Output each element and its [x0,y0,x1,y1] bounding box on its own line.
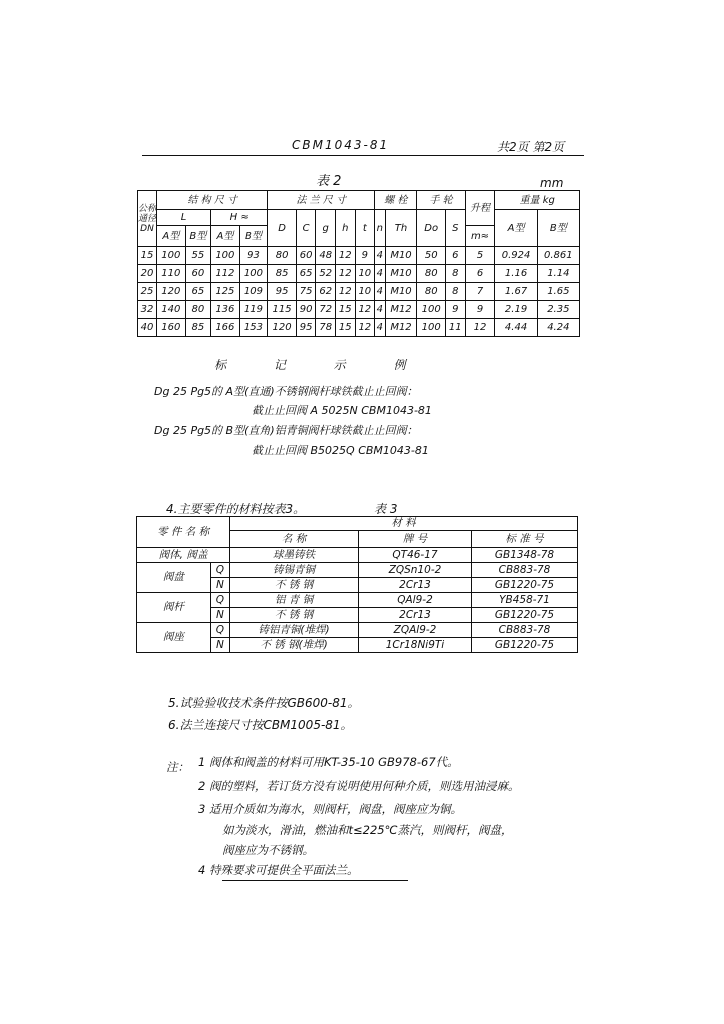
col-g: g [316,210,336,247]
table-cell: 112 [211,265,240,283]
col-L-B: B型 [185,226,210,247]
material-cell: 铸铝青铜(堆焊) [230,623,359,638]
grade-cell: QAl9-2 [359,593,472,608]
table-cell: 160 [157,319,186,337]
note-3-continued: 如为淡水，滑油，燃油和t≤225℃蒸汽，则阀杆，阀盘， [222,823,513,837]
col-H-B: B型 [239,226,268,247]
section-6-text: 6.法兰连接尺寸按CBM1005-81。 [168,718,353,732]
table-cell: 6 [446,247,466,265]
standard-cell: YB458-71 [472,593,578,608]
col-weight-B: B型 [537,210,579,247]
col-th: Th [385,210,417,247]
note-2: 2 阀的塑料，若订货方没有说明使用何种介质，则选用油浸麻。 [198,779,520,793]
weight-header: 重量 kg [495,191,580,210]
col-h: h [335,210,355,247]
table-row [137,593,578,608]
part-cell: 阀座 [137,623,211,653]
table-cell: 1.67 [495,283,537,301]
table-cell: M12 [385,319,417,337]
table-header-row [137,517,578,531]
code-cell: Q [210,623,229,638]
code-cell: N [210,578,229,593]
table-cell: M10 [385,283,417,301]
table-cell: 90 [296,301,316,319]
table-cell: 15 [335,301,355,319]
handwheel-header: 手 轮 [417,191,465,210]
table-cell: 8 [446,265,466,283]
standard-header: 标 准 号 [472,531,578,548]
table-cell: 80 [268,247,297,265]
table-row [137,548,578,563]
col-Do: Do [417,210,446,247]
material-name-header: 名 称 [230,531,359,548]
table-header-row [138,191,580,210]
table-cell: 60 [296,247,316,265]
standard-cell: GB1220-75 [472,638,578,653]
table-cell: 93 [239,247,268,265]
table-cell: 12 [335,247,355,265]
table-cell: 100 [211,247,240,265]
table-row [138,319,580,337]
material-cell: 不 锈 钢(堆焊) [230,638,359,653]
grade-cell: ZQSn10-2 [359,563,472,578]
table-cell: M12 [385,301,417,319]
standard-cell: GB1220-75 [472,578,578,593]
section-5-text: 5.试验验收技术条件按GB600-81。 [168,696,360,710]
table-cell: 50 [417,247,446,265]
table-row [138,283,580,301]
table-row [137,623,578,638]
end-rule [222,880,408,881]
table-header-row [138,210,580,226]
note-3-continued-2: 阀座应为不锈钢。 [222,843,314,857]
material-cell: 球墨铸铁 [230,548,359,563]
col-C: C [296,210,316,247]
flange-dim-header: 法 兰 尺 寸 [268,191,375,210]
table-cell: 0.924 [495,247,537,265]
notes-heading: 注： [166,760,189,774]
code-cell: Q [210,593,229,608]
table-cell: M10 [385,265,417,283]
grade-cell: 2Cr13 [359,608,472,623]
table-cell: 2.35 [537,301,579,319]
materials-table [136,516,578,653]
header-rule [142,155,584,156]
table-cell: 78 [316,319,336,337]
table-cell: 4 [375,247,386,265]
table-cell: 72 [316,301,336,319]
part-cell: 阀体, 阀盖 [137,548,230,563]
table-cell: 1.16 [495,265,537,283]
dimensions-table [137,190,580,337]
standard-cell: GB1220-75 [472,608,578,623]
table-cell: 109 [239,283,268,301]
table-cell: 80 [417,265,446,283]
table-cell: 65 [296,265,316,283]
table-cell: 12 [335,283,355,301]
note-3: 3 适用介质如为海水，则阀杆，阀盘，阀座应为铜。 [198,802,462,816]
material-cell: 不 锈 钢 [230,608,359,623]
standard-cell: GB1348-78 [472,548,578,563]
table-cell: 65 [185,283,210,301]
code-cell: Q [210,563,229,578]
table-cell: 48 [316,247,336,265]
table-cell: 4.24 [537,319,579,337]
standard-number: CBM1043-81 [292,138,390,152]
table-cell: 119 [239,301,268,319]
table-cell: 110 [157,265,186,283]
standard-cell: CB883-78 [472,563,578,578]
material-cell: 铸锡青铜 [230,563,359,578]
part-name-header: 零 件 名 称 [137,517,230,548]
table-cell: 15 [138,247,157,265]
note-4: 4 特殊要求可提供全平面法兰。 [198,863,359,877]
note-1: 1 阀体和阀盖的材料可用KT-35-10 GB978-67代。 [198,755,459,769]
table-cell: 6 [465,265,495,283]
material-header: 材 料 [230,517,578,531]
table-cell: 9 [355,247,375,265]
table-cell: 136 [211,301,240,319]
table-cell: 40 [138,319,157,337]
code-cell: N [210,608,229,623]
length-header: L [157,210,211,226]
table-cell: 4 [375,319,386,337]
table-cell: 80 [417,283,446,301]
table-cell: 75 [296,283,316,301]
table-cell: 100 [417,319,446,337]
col-t: t [355,210,375,247]
table-cell: 4.44 [495,319,537,337]
table-cell: 166 [211,319,240,337]
example-line-4: 截止止回阀 B5025Q CBM1043-81 [252,444,429,457]
col-D: D [268,210,297,247]
table-cell: 1.14 [537,265,579,283]
table-cell: 9 [446,301,466,319]
table-row [138,247,580,265]
col-m: m≈ [465,226,495,247]
table-cell: 85 [268,265,297,283]
unit-label: mm [540,176,564,190]
table-cell: 15 [335,319,355,337]
table-cell: 0.861 [537,247,579,265]
table-cell: 12 [335,265,355,283]
table-cell: 5 [465,247,495,265]
table-cell: 140 [157,301,186,319]
table-cell: 153 [239,319,268,337]
example-line-3: Dg 25 Pg5的 B型(直角)铝青铜阀杆球铁截止止回阀： [154,424,418,437]
table-cell: 55 [185,247,210,265]
height-header: H ≈ [211,210,268,226]
marking-example-label: 标 记 示 例 [214,358,428,372]
table-cell: 100 [417,301,446,319]
lift-header: 升程 [465,191,495,226]
part-cell: 阀杆 [137,593,211,623]
code-cell: N [210,638,229,653]
table-cell: 100 [157,247,186,265]
table2-title: 表 2 [316,174,342,189]
struct-dim-header: 结 构 尺 寸 [157,191,268,210]
grade-header: 牌 号 [359,531,472,548]
table-row [138,265,580,283]
grade-cell: ZQAl9-2 [359,623,472,638]
table-cell: 7 [465,283,495,301]
table-cell: 8 [446,283,466,301]
col-L-A: A型 [157,226,186,247]
material-cell: 铝 青 铜 [230,593,359,608]
page-info: 共2页 第2页 [497,140,565,154]
material-cell: 不 锈 钢 [230,578,359,593]
table-cell: 95 [268,283,297,301]
section-4-text: 4.主要零件的材料按表3。 [166,502,306,516]
grade-cell: QT46-17 [359,548,472,563]
table-cell: 62 [316,283,336,301]
table-cell: 12 [355,319,375,337]
table-cell: 4 [375,283,386,301]
table-cell: 25 [138,283,157,301]
table-cell: 4 [375,301,386,319]
table-cell: M10 [385,247,417,265]
table-cell: 125 [211,283,240,301]
example-line-1: Dg 25 Pg5的 A型(直通)不锈钢阀杆球铁截止止回阀： [154,385,418,398]
table-cell: 85 [185,319,210,337]
dimensions-table-body [138,247,580,337]
nominal-diameter-header: 公称通径DN [138,191,157,247]
bolt-header: 螺 栓 [375,191,417,210]
table-cell: 9 [465,301,495,319]
table-row [138,301,580,319]
table-cell: 115 [268,301,297,319]
grade-cell: 1Cr18Ni9Ti [359,638,472,653]
table-cell: 2.19 [495,301,537,319]
part-cell: 阀盘 [137,563,211,593]
example-line-2: 截止止回阀 A 5025N CBM1043-81 [252,404,432,417]
grade-cell: 2Cr13 [359,578,472,593]
table-cell: 10 [355,283,375,301]
col-n: n [375,210,386,247]
table-cell: 100 [239,265,268,283]
table-cell: 10 [355,265,375,283]
table-cell: 32 [138,301,157,319]
table-cell: 1.65 [537,283,579,301]
standard-cell: CB883-78 [472,623,578,638]
table-cell: 12 [355,301,375,319]
col-S: S [446,210,466,247]
table-cell: 52 [316,265,336,283]
col-weight-A: A型 [495,210,537,247]
table-cell: 4 [375,265,386,283]
table-cell: 11 [446,319,466,337]
col-H-A: A型 [211,226,240,247]
table-cell: 120 [268,319,297,337]
table-cell: 80 [185,301,210,319]
table-cell: 12 [465,319,495,337]
table-row [137,563,578,578]
table-cell: 20 [138,265,157,283]
table3-title: 表 3 [374,502,398,516]
table-cell: 95 [296,319,316,337]
table-cell: 120 [157,283,186,301]
table-cell: 60 [185,265,210,283]
